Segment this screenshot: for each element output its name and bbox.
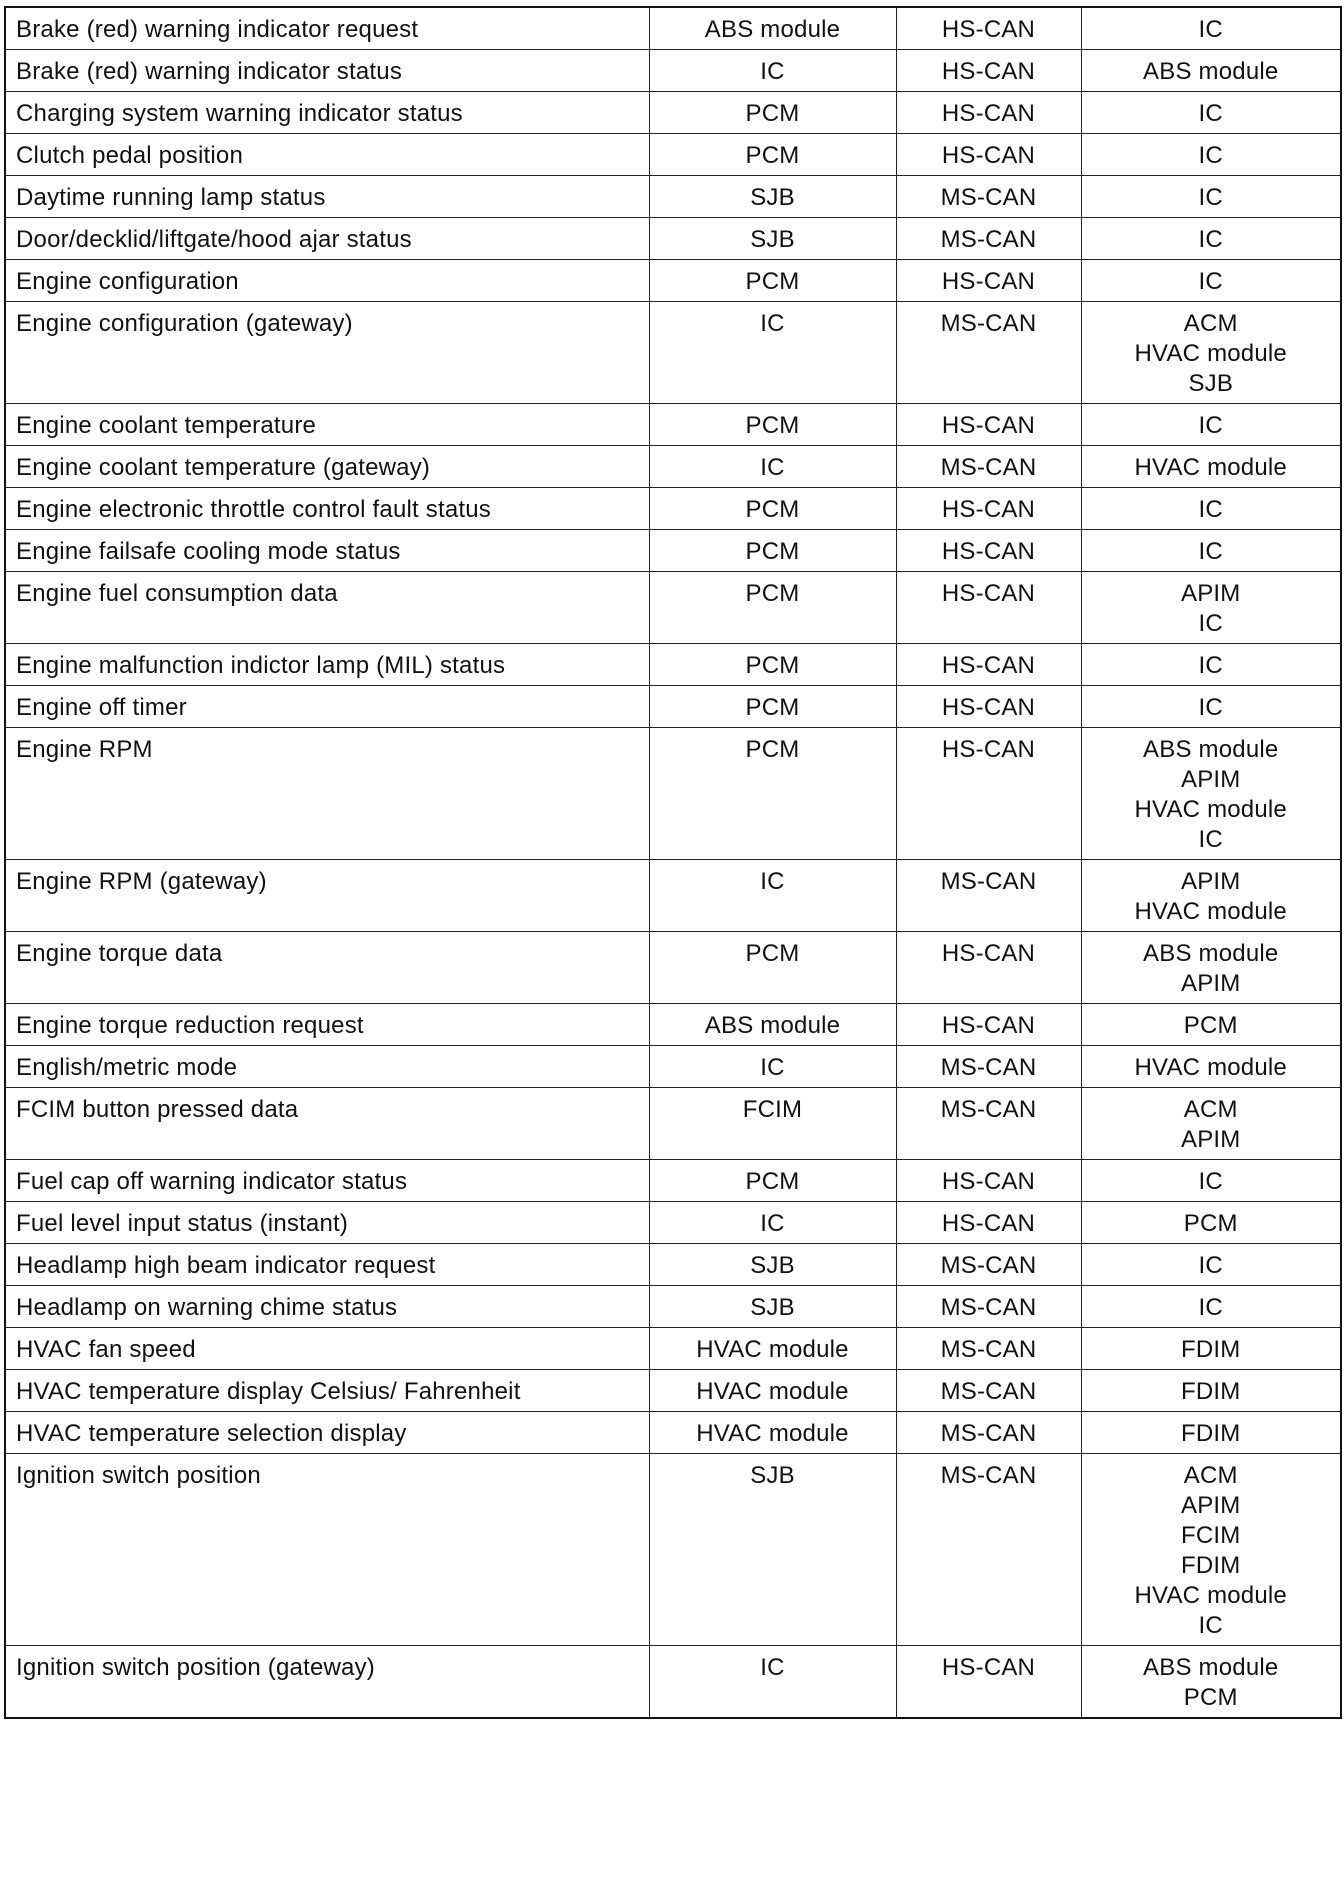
network-text: HS-CAN — [941, 1012, 1036, 1039]
table-row — [5, 488, 1341, 530]
message-cell — [5, 1004, 649, 1046]
network-cell — [896, 1646, 1081, 1719]
message-text: Engine fuel consumption data — [16, 580, 338, 607]
network-text: MS-CAN — [940, 1336, 1037, 1363]
message-text: Door/decklid/liftgate/hood ajar status — [16, 226, 412, 253]
message-cell — [5, 1646, 649, 1719]
receivers-cell — [1081, 1454, 1341, 1646]
message-cell — [5, 572, 649, 644]
message-cell — [5, 1046, 649, 1088]
receiver-text: APIM — [1181, 868, 1241, 895]
receivers-cell — [1081, 218, 1341, 260]
message-text: English/metric mode — [16, 1054, 238, 1081]
network-text: HS-CAN — [941, 736, 1036, 763]
network-cell — [896, 572, 1081, 644]
message-cell — [5, 1328, 649, 1370]
originator-text: FCIM — [742, 1096, 803, 1123]
message-cell — [5, 260, 649, 302]
message-cell — [5, 218, 649, 260]
message-text: Clutch pedal position — [16, 142, 244, 169]
message-cell — [5, 1454, 649, 1646]
originator-text: HVAC module — [696, 1336, 849, 1363]
receivers-cell — [1081, 1046, 1341, 1088]
message-text: Engine malfunction indictor lamp (MIL) status — [16, 652, 506, 679]
message-cell — [5, 404, 649, 446]
originator-cell — [649, 7, 896, 50]
network-text: MS-CAN — [940, 1054, 1037, 1081]
receiver-text: IC — [1198, 826, 1223, 853]
message-cell — [5, 446, 649, 488]
message-cell — [5, 1370, 649, 1412]
receiver-text: PCM — [1183, 1012, 1238, 1039]
receiver-text: ABS module — [1143, 736, 1279, 763]
receivers-cell — [1081, 1004, 1341, 1046]
originator-cell — [649, 1328, 896, 1370]
table-row — [5, 1088, 1341, 1160]
originator-text: PCM — [745, 268, 800, 295]
originator-cell — [649, 572, 896, 644]
receivers-cell — [1081, 572, 1341, 644]
receiver-text: ABS module — [1143, 940, 1279, 967]
network-cell — [896, 488, 1081, 530]
network-text: HS-CAN — [941, 58, 1036, 85]
receiver-text: ABS module — [1143, 58, 1279, 85]
message-text: Engine coolant temperature — [16, 412, 317, 439]
network-text: HS-CAN — [941, 538, 1036, 565]
receivers-cell — [1081, 302, 1341, 404]
message-text: HVAC temperature selection display — [16, 1420, 407, 1447]
table-body — [5, 7, 1341, 1718]
network-cell — [896, 260, 1081, 302]
originator-text: PCM — [745, 412, 800, 439]
network-cell — [896, 1244, 1081, 1286]
originator-text: PCM — [745, 736, 800, 763]
receiver-text: IC — [1198, 1612, 1223, 1639]
table-row — [5, 860, 1341, 932]
receivers-cell — [1081, 1328, 1341, 1370]
receiver-text: IC — [1198, 1168, 1223, 1195]
message-cell — [5, 686, 649, 728]
receiver-text: IC — [1198, 1252, 1223, 1279]
table-row — [5, 1286, 1341, 1328]
network-cell — [896, 176, 1081, 218]
table-row — [5, 932, 1341, 1004]
receiver-text: IC — [1198, 268, 1223, 295]
receivers-cell — [1081, 404, 1341, 446]
message-text: Charging system warning indicator status — [16, 100, 463, 127]
receiver-text: IC — [1198, 538, 1223, 565]
table-row — [5, 302, 1341, 404]
originator-cell — [649, 1370, 896, 1412]
originator-text: IC — [760, 868, 785, 895]
message-text: Engine RPM — [16, 736, 153, 763]
network-cell — [896, 728, 1081, 860]
receiver-text: FCIM — [1181, 1522, 1241, 1549]
receiver-text: FDIM — [1181, 1378, 1241, 1405]
network-text: HS-CAN — [941, 694, 1036, 721]
receivers-cell — [1081, 50, 1341, 92]
network-cell — [896, 134, 1081, 176]
message-text: Headlamp high beam indicator request — [16, 1252, 436, 1279]
originator-text: PCM — [745, 496, 800, 523]
originator-text: IC — [760, 1654, 785, 1681]
receiver-text: HVAC module — [1134, 898, 1287, 925]
network-cell — [896, 1088, 1081, 1160]
receivers-cell — [1081, 1202, 1341, 1244]
originator-text: PCM — [745, 1168, 800, 1195]
receiver-text: ABS module — [1143, 1654, 1279, 1681]
message-cell — [5, 302, 649, 404]
message-cell — [5, 134, 649, 176]
message-cell — [5, 50, 649, 92]
receiver-text: IC — [1198, 16, 1223, 43]
message-text: Engine configuration (gateway) — [16, 310, 353, 337]
originator-text: ABS module — [704, 1012, 841, 1039]
receiver-text: PCM — [1183, 1684, 1238, 1711]
originator-text: IC — [760, 1210, 785, 1237]
message-text: Ignition switch position (gateway) — [16, 1654, 375, 1681]
network-cell — [896, 92, 1081, 134]
receiver-text: FDIM — [1181, 1420, 1241, 1447]
network-text: HS-CAN — [941, 16, 1036, 43]
receiver-text: IC — [1198, 412, 1223, 439]
receiver-text: FDIM — [1181, 1336, 1241, 1363]
network-text: HS-CAN — [941, 580, 1036, 607]
originator-cell — [649, 488, 896, 530]
message-cell — [5, 530, 649, 572]
receiver-text: IC — [1198, 694, 1223, 721]
network-text: HS-CAN — [941, 1168, 1036, 1195]
receiver-text: HVAC module — [1134, 340, 1287, 367]
message-text: Engine RPM (gateway) — [16, 868, 267, 895]
originator-cell — [649, 644, 896, 686]
network-cell — [896, 446, 1081, 488]
table-row — [5, 260, 1341, 302]
receiver-text: IC — [1198, 1294, 1223, 1321]
network-text: MS-CAN — [940, 1462, 1037, 1489]
message-cell — [5, 1160, 649, 1202]
originator-cell — [649, 1046, 896, 1088]
originator-cell — [649, 218, 896, 260]
receiver-text: IC — [1198, 226, 1223, 253]
originator-cell — [649, 1646, 896, 1719]
originator-text: IC — [760, 454, 785, 481]
originator-text: SJB — [750, 1252, 795, 1279]
network-text: HS-CAN — [941, 1654, 1036, 1681]
message-cell — [5, 728, 649, 860]
receiver-text: ACM — [1183, 1096, 1238, 1123]
receiver-text: IC — [1198, 610, 1223, 637]
network-cell — [896, 644, 1081, 686]
receivers-cell — [1081, 1244, 1341, 1286]
network-cell — [896, 218, 1081, 260]
originator-cell — [649, 728, 896, 860]
table-row — [5, 1202, 1341, 1244]
message-cell — [5, 644, 649, 686]
originator-cell — [649, 134, 896, 176]
network-text: MS-CAN — [940, 1252, 1037, 1279]
originator-text: PCM — [745, 940, 800, 967]
receivers-cell — [1081, 92, 1341, 134]
network-text: HS-CAN — [941, 268, 1036, 295]
originator-text: IC — [760, 1054, 785, 1081]
receivers-cell — [1081, 446, 1341, 488]
network-cell — [896, 1454, 1081, 1646]
table-row — [5, 1328, 1341, 1370]
message-text: FCIM button pressed data — [16, 1096, 299, 1123]
network-cell — [896, 50, 1081, 92]
receivers-cell — [1081, 644, 1341, 686]
receivers-cell — [1081, 728, 1341, 860]
originator-text: SJB — [750, 184, 795, 211]
originator-text: ABS module — [704, 16, 841, 43]
receivers-cell — [1081, 1160, 1341, 1202]
network-text: MS-CAN — [940, 310, 1037, 337]
receiver-text: SJB — [1188, 370, 1234, 397]
originator-text: PCM — [745, 580, 800, 607]
originator-text: HVAC module — [696, 1420, 849, 1447]
message-text: Brake (red) warning indicator status — [16, 58, 403, 85]
originator-text: PCM — [745, 142, 800, 169]
network-cell — [896, 530, 1081, 572]
network-cell — [896, 860, 1081, 932]
originator-cell — [649, 530, 896, 572]
originator-cell — [649, 1454, 896, 1646]
network-cell — [896, 1004, 1081, 1046]
receiver-text: APIM — [1181, 580, 1241, 607]
message-cell — [5, 1202, 649, 1244]
message-text: Headlamp on warning chime status — [16, 1294, 398, 1321]
message-cell — [5, 488, 649, 530]
receivers-cell — [1081, 176, 1341, 218]
network-cell — [896, 1328, 1081, 1370]
message-text: Engine torque reduction request — [16, 1012, 364, 1039]
receivers-cell — [1081, 1088, 1341, 1160]
table-row — [5, 1046, 1341, 1088]
network-text: MS-CAN — [940, 226, 1037, 253]
network-text: MS-CAN — [940, 868, 1037, 895]
network-text: MS-CAN — [940, 1096, 1037, 1123]
receivers-cell — [1081, 860, 1341, 932]
network-cell — [896, 1202, 1081, 1244]
originator-text: PCM — [745, 652, 800, 679]
receiver-text: IC — [1198, 184, 1223, 211]
receivers-cell — [1081, 530, 1341, 572]
network-text: HS-CAN — [941, 100, 1036, 127]
originator-cell — [649, 260, 896, 302]
network-cell — [896, 1160, 1081, 1202]
originator-cell — [649, 1412, 896, 1454]
receivers-cell — [1081, 1370, 1341, 1412]
table-row — [5, 1646, 1341, 1719]
network-cell — [896, 404, 1081, 446]
message-text: Ignition switch position — [16, 1462, 261, 1489]
network-text: HS-CAN — [941, 652, 1036, 679]
receivers-cell — [1081, 1412, 1341, 1454]
receiver-text: ACM — [1183, 1462, 1238, 1489]
originator-cell — [649, 404, 896, 446]
network-text: HS-CAN — [941, 142, 1036, 169]
message-text: Engine coolant temperature (gateway) — [16, 454, 431, 481]
network-cell — [896, 7, 1081, 50]
originator-cell — [649, 1202, 896, 1244]
network-cell — [896, 932, 1081, 1004]
receiver-text: HVAC module — [1134, 1582, 1287, 1609]
originator-text: IC — [760, 58, 785, 85]
originator-text: PCM — [745, 538, 800, 565]
message-text: Brake (red) warning indicator request — [16, 16, 419, 43]
originator-cell — [649, 1244, 896, 1286]
message-text: Daytime running lamp status — [16, 184, 326, 211]
receivers-cell — [1081, 488, 1341, 530]
message-cell — [5, 1088, 649, 1160]
network-text: MS-CAN — [940, 1378, 1037, 1405]
message-cell — [5, 92, 649, 134]
message-text: Fuel level input status (instant) — [16, 1210, 349, 1237]
message-cell — [5, 1286, 649, 1328]
originator-text: PCM — [745, 100, 800, 127]
receiver-text: HVAC module — [1134, 454, 1287, 481]
network-text: MS-CAN — [940, 454, 1037, 481]
receiver-text: IC — [1198, 652, 1223, 679]
network-text: MS-CAN — [940, 1294, 1037, 1321]
table-row — [5, 7, 1341, 50]
table-row — [5, 218, 1341, 260]
message-text: Engine electronic throttle control fault status — [16, 496, 491, 523]
originator-cell — [649, 1160, 896, 1202]
network-cell — [896, 302, 1081, 404]
receiver-text: HVAC module — [1134, 1054, 1287, 1081]
network-text: HS-CAN — [941, 940, 1036, 967]
originator-cell — [649, 1286, 896, 1328]
network-cell — [896, 1286, 1081, 1328]
receiver-text: APIM — [1181, 766, 1241, 793]
receivers-cell — [1081, 260, 1341, 302]
originator-text: SJB — [750, 1462, 795, 1489]
network-text: HS-CAN — [941, 1210, 1036, 1237]
network-text: HS-CAN — [941, 496, 1036, 523]
originator-text: SJB — [750, 226, 795, 253]
originator-cell — [649, 1088, 896, 1160]
network-cell — [896, 1412, 1081, 1454]
receivers-cell — [1081, 932, 1341, 1004]
table-row — [5, 404, 1341, 446]
network-message-table — [4, 6, 1342, 1719]
originator-cell — [649, 302, 896, 404]
message-cell — [5, 860, 649, 932]
receiver-text: FDIM — [1181, 1552, 1241, 1579]
originator-cell — [649, 860, 896, 932]
network-text: HS-CAN — [941, 412, 1036, 439]
table-row — [5, 1370, 1341, 1412]
message-text: HVAC temperature display Celsius/ Fahrenheit — [16, 1378, 521, 1405]
message-text: Engine configuration — [16, 268, 239, 295]
message-text: HVAC fan speed — [16, 1336, 196, 1363]
network-text: MS-CAN — [940, 1420, 1037, 1447]
originator-cell — [649, 176, 896, 218]
network-cell — [896, 1046, 1081, 1088]
receivers-cell — [1081, 134, 1341, 176]
message-text: Engine failsafe cooling mode status — [16, 538, 401, 565]
receiver-text: IC — [1198, 496, 1223, 523]
originator-cell — [649, 932, 896, 1004]
table-row — [5, 1004, 1341, 1046]
table-row — [5, 50, 1341, 92]
table-row — [5, 728, 1341, 860]
table-row — [5, 134, 1341, 176]
table-row — [5, 1412, 1341, 1454]
table-row — [5, 1244, 1341, 1286]
receivers-cell — [1081, 1286, 1341, 1328]
message-text: Fuel cap off warning indicator status — [16, 1168, 408, 1195]
message-cell — [5, 1412, 649, 1454]
originator-cell — [649, 446, 896, 488]
network-text: MS-CAN — [940, 184, 1037, 211]
table-row — [5, 92, 1341, 134]
message-cell — [5, 932, 649, 1004]
table-row — [5, 176, 1341, 218]
network-cell — [896, 1370, 1081, 1412]
receiver-text: APIM — [1181, 970, 1241, 997]
table-row — [5, 530, 1341, 572]
table-row — [5, 686, 1341, 728]
originator-cell — [649, 686, 896, 728]
table-row — [5, 1454, 1341, 1646]
originator-text: HVAC module — [696, 1378, 849, 1405]
message-text: Engine off timer — [16, 694, 187, 721]
table-row — [5, 572, 1341, 644]
receiver-text: ACM — [1183, 310, 1238, 337]
receivers-cell — [1081, 1646, 1341, 1719]
receivers-cell — [1081, 7, 1341, 50]
receiver-text: APIM — [1181, 1126, 1241, 1153]
receivers-cell — [1081, 686, 1341, 728]
originator-cell — [649, 1004, 896, 1046]
receiver-text: HVAC module — [1134, 796, 1287, 823]
table-row — [5, 1160, 1341, 1202]
table-row — [5, 644, 1341, 686]
network-cell — [896, 686, 1081, 728]
table-row — [5, 446, 1341, 488]
originator-text: PCM — [745, 694, 800, 721]
receiver-text: IC — [1198, 142, 1223, 169]
message-cell — [5, 7, 649, 50]
receiver-text: APIM — [1181, 1492, 1241, 1519]
originator-cell — [649, 50, 896, 92]
receiver-text: PCM — [1183, 1210, 1238, 1237]
originator-text: IC — [760, 310, 785, 337]
message-cell — [5, 1244, 649, 1286]
receiver-text: IC — [1198, 100, 1223, 127]
originator-cell — [649, 92, 896, 134]
message-text: Engine torque data — [16, 940, 223, 967]
originator-text: SJB — [750, 1294, 795, 1321]
message-cell — [5, 176, 649, 218]
